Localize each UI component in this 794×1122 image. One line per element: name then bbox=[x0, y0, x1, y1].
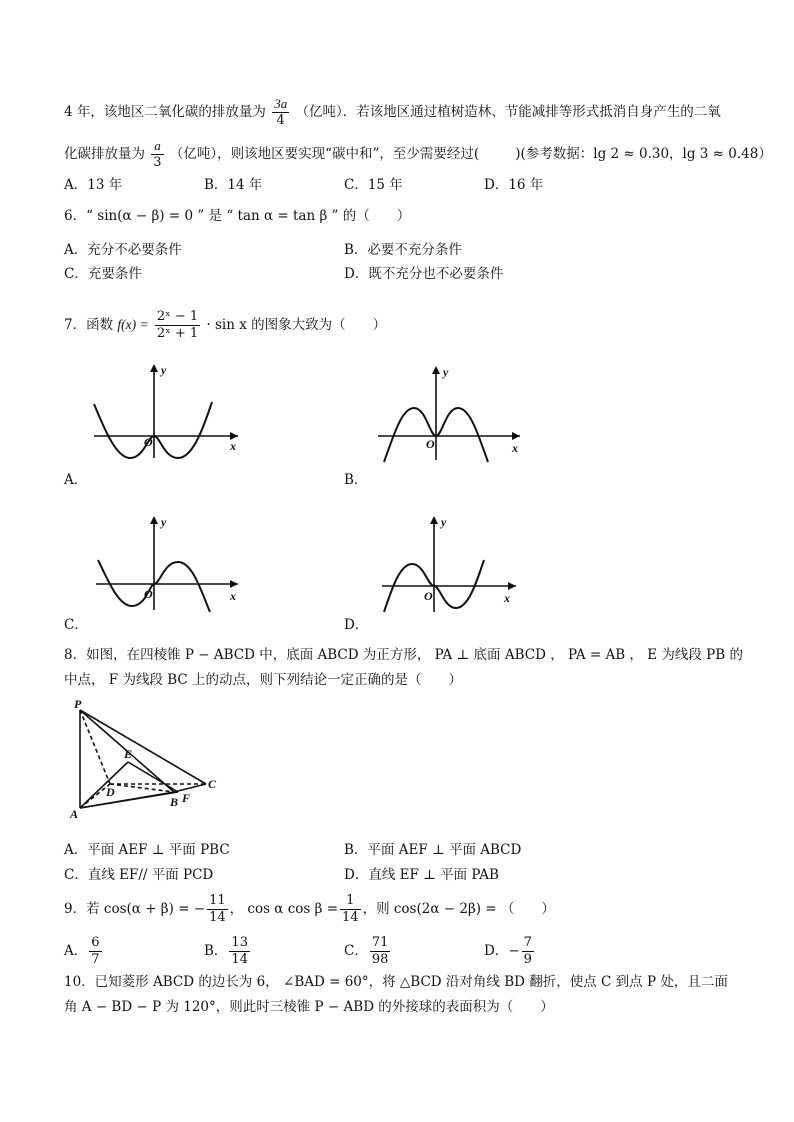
q5-line2-paren-close: ) bbox=[515, 146, 521, 162]
edge-pd bbox=[80, 710, 110, 784]
q8-option-b[interactable]: B．平面 AEF ⊥ 平面 ABCD bbox=[344, 842, 522, 858]
q5-fraction-1 bbox=[272, 96, 289, 129]
q6-option-c[interactable]: C．充要条件 bbox=[64, 266, 142, 282]
q9-f2-num: 1 bbox=[340, 893, 361, 910]
q9-opt-a-frac bbox=[89, 935, 101, 968]
q8-option-a[interactable]: A．平面 AEF ⊥ 平面 PBC bbox=[64, 842, 230, 858]
q9-opt-a-num: 6 bbox=[91, 935, 100, 950]
q7-prefix: 7．函数 bbox=[64, 317, 114, 333]
y-axis-label: y bbox=[443, 365, 449, 379]
origin-label: O bbox=[144, 587, 153, 601]
q7-fraction bbox=[155, 309, 200, 342]
q7-label-b[interactable]: B． bbox=[344, 472, 368, 488]
x-axis-label: x bbox=[512, 441, 518, 455]
q9-opt-c-frac bbox=[370, 935, 391, 968]
q8-option-c[interactable]: C．直线 EF// 平面 PCD bbox=[64, 867, 214, 883]
y-axis-label: y bbox=[161, 515, 167, 529]
q7-func: f(x) = bbox=[117, 317, 149, 332]
q7-frac-den: 2ˣ + 1 bbox=[156, 326, 199, 341]
q6-option-b[interactable]: B．必要不充分条件 bbox=[344, 242, 462, 258]
edge-db bbox=[110, 784, 174, 792]
q9-f2-den: 14 bbox=[342, 910, 359, 925]
q8-pyramid-figure bbox=[66, 697, 226, 825]
q6-stem: 6．“ sin(α − β) = 0 ” 是 “ tan α = tan β ” 的（ ） bbox=[64, 208, 411, 224]
y-axis-label: y bbox=[161, 363, 167, 377]
edge-pc bbox=[80, 710, 206, 784]
q5-frac1-den: 4 bbox=[276, 113, 285, 128]
q9-mid: ， cos α cos β = bbox=[229, 901, 339, 917]
q7-label-c[interactable]: C． bbox=[64, 617, 88, 633]
q10-line-1: 10．已知菱形 ABCD 的边长为 6， ∠BAD = 60°，将 △BCD 沿对角线 BD 翻折，使点 C 到点 P 处，且二面 bbox=[64, 974, 728, 990]
q9-f1-num: 11 bbox=[209, 893, 226, 908]
q7-suffix: · sin x 的图象大致为（ ） bbox=[206, 317, 387, 333]
x-axis-label: x bbox=[504, 591, 510, 605]
q8-line-1: 8．如图，在四棱锥 P − ABCD 中，底面 ABCD 为正方形， PA ⊥ 底面 ABCD ， PA = AB ， E 为线段 PB 的 bbox=[64, 647, 743, 663]
q10-line-2: 角 A − BD − P 为 120°，则此时三棱锥 P − ABD 的外接球的表面积为（ ） bbox=[64, 999, 554, 1015]
q5-option-d[interactable]: D．16 年 bbox=[484, 177, 544, 193]
edge-ef bbox=[128, 762, 178, 792]
q9-opt-b-frac bbox=[229, 935, 250, 968]
q9-option-b[interactable] bbox=[204, 935, 252, 968]
q5-fraction-2 bbox=[151, 138, 163, 171]
q7-frac-num: 2ˣ − 1 bbox=[156, 309, 199, 324]
q9-stem bbox=[64, 893, 555, 926]
x-axis-label: x bbox=[230, 439, 236, 453]
q5-option-b[interactable]: B．14 年 bbox=[204, 177, 263, 193]
q5-frac2-num: a bbox=[151, 138, 163, 155]
q9-fraction-2 bbox=[340, 893, 361, 926]
q9-option-d[interactable] bbox=[484, 935, 536, 968]
q9-opt-d-sign: − bbox=[508, 943, 520, 959]
label-p: P bbox=[74, 697, 82, 711]
q7-graph-d[interactable] bbox=[378, 514, 538, 614]
q5-frac1-num: 3a bbox=[274, 96, 288, 111]
label-b: B bbox=[170, 795, 179, 809]
q9-fraction-1 bbox=[207, 893, 228, 926]
q9-opt-d-num: 7 bbox=[523, 935, 532, 950]
q5-line2-ref: (参考数据：lg 2 ≈ 0.30，lg 3 ≈ 0.48） bbox=[520, 146, 772, 162]
q5-option-a[interactable]: A．13 年 bbox=[64, 177, 123, 193]
y-axis-label: y bbox=[441, 515, 447, 529]
q9-opt-b-label: B． bbox=[204, 943, 228, 959]
q9-opt-d-den: 9 bbox=[523, 952, 532, 967]
q8-line-2: 中点， F 为线段 BC 上的动点，则下列结论一定正确的是（ ） bbox=[64, 672, 463, 688]
origin-label: O bbox=[426, 437, 435, 451]
q5-line2-pre: 化碳排放量为 bbox=[64, 146, 145, 162]
label-a: A bbox=[70, 807, 79, 821]
q5-line1-pre: 4 年，该地区二氧化碳的排放量为 bbox=[64, 104, 266, 120]
q7-label-d[interactable]: D． bbox=[344, 617, 369, 633]
q6-option-d[interactable]: D．既不充分也不必要条件 bbox=[344, 266, 504, 282]
q7-label-a[interactable]: A． bbox=[64, 472, 88, 488]
origin-label: O bbox=[144, 435, 153, 449]
q9-opt-c-den: 98 bbox=[371, 952, 389, 967]
q7-stem bbox=[64, 309, 386, 342]
q9-option-c[interactable] bbox=[344, 935, 392, 968]
q9-option-a[interactable] bbox=[64, 935, 104, 968]
q5-line-2 bbox=[64, 138, 772, 171]
label-d: D bbox=[106, 785, 115, 799]
q5-frac2-den: 3 bbox=[153, 155, 162, 170]
q6-option-a[interactable]: A．充分不必要条件 bbox=[64, 242, 182, 258]
q5-option-c[interactable]: C．15 年 bbox=[344, 177, 403, 193]
q5-line2-mid: （亿吨），则该地区要实现“碳中和”，至少需要经过( bbox=[169, 146, 480, 162]
q9-f1-den: 14 bbox=[209, 910, 226, 925]
q8-option-d[interactable]: D．直线 EF ⊥ 平面 PAB bbox=[344, 867, 499, 883]
q9-opt-b-den: 14 bbox=[231, 952, 248, 967]
q9-opt-b-num: 13 bbox=[231, 935, 248, 950]
label-f: F bbox=[182, 791, 191, 805]
q9-opt-d-frac bbox=[522, 935, 534, 968]
q9-opt-a-label: A． bbox=[64, 943, 88, 959]
origin-label: O bbox=[424, 589, 433, 603]
q5-line-1 bbox=[64, 96, 721, 129]
label-c: C bbox=[208, 777, 217, 791]
q9-post: ，则 cos(2α − 2β) = （ ） bbox=[362, 901, 555, 917]
q9-opt-c-label: C． bbox=[344, 943, 368, 959]
q7-graph-c[interactable] bbox=[92, 514, 252, 614]
q9-opt-d-label: D． bbox=[484, 943, 509, 959]
q5-line1-post: （亿吨）．若该地区通过植树造林、节能减排等形式抵消自身产生的二氧 bbox=[295, 104, 721, 120]
q7-graph-a[interactable] bbox=[88, 362, 248, 462]
x-axis-label: x bbox=[230, 589, 236, 603]
q9-opt-c-num: 71 bbox=[371, 935, 389, 950]
label-e: E bbox=[124, 747, 133, 761]
q9-pre: 9．若 cos(α + β) = − bbox=[64, 901, 206, 917]
q9-opt-a-den: 7 bbox=[91, 952, 100, 967]
q7-graph-b[interactable] bbox=[374, 364, 534, 464]
curve bbox=[94, 402, 212, 458]
